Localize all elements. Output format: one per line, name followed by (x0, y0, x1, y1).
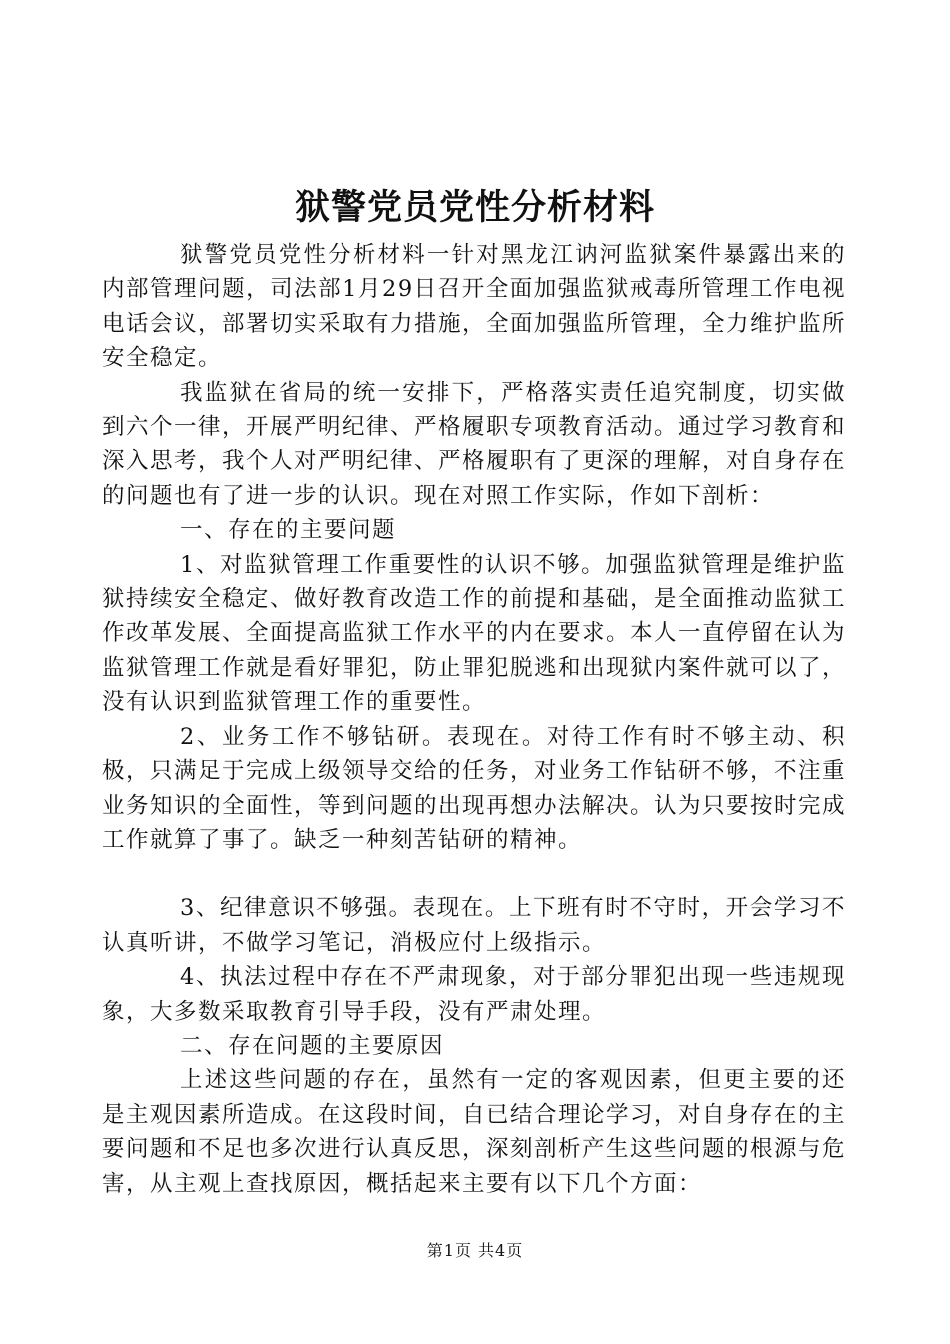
paragraph-problem-1: 1、对监狱管理工作重要性的认识不够。加强监狱管理是维护监狱持续安全稳定、做好教育改造工作的前提和基础，是全面推动监狱工作改革发展、全面提高监狱工作水平的内在要求。本人一直停留在认为监狱管理工作就是看好罪犯，防止罪犯脱逃和出现狱内案件就可以了，没有认识到监狱管理工作的重要性。 (102, 551, 847, 716)
document-title: 狱警党员党性分析材料 (294, 188, 655, 228)
paragraph-problem-2: 2、业务工作不够钻研。表现在。对待工作有时不够主动、积极，只满足于完成上级领导交给的任务，对业务工作钻研不够，不注重业务知识的全面性，等到问题的出现再想办法解决。认为只要按时完成工作就算了事了。缺乏一种刻苦钻研的精神。 (102, 723, 847, 853)
paragraph-causes: 上述这些问题的存在，虽然有一定的客观因素，但更主要的还是主观因素所造成。在这段时间，自已结合理论学习，对自身存在的主要问题和不足也多次进行认真反思，深刻剖析产生这些问题的根源与危害，从主观上查找原因，概括起来主要有以下几个方面： (102, 1067, 847, 1197)
paragraph-arrangement: 我监狱在省局的统一安排下，严格落实责任追究制度，切实做到六个一律，开展严明纪律、严格履职专项教育活动。通过学习教育和深入思考，我个人对严明纪律、严格履职有了更深的理解，对自身存在的问题也有了进一步的认识。现在对照工作实际，作如下剖析： (102, 379, 847, 509)
section-heading-causes: 二、存在问题的主要原因 (180, 1032, 445, 1059)
document-body (102, 238, 846, 1201)
paragraph-problem-4: 4、执法过程中存在不严肃现象，对于部分罪犯出现一些违规现象，大多数采取教育引导手段，没有严肃处理。 (102, 964, 846, 1025)
paragraph-problem-3: 3、纪律意识不够强。表现在。上下班有时不守时，开会学习不认真听讲，不做学习笔记，消极应付上级指示。 (102, 895, 846, 956)
section-heading-problems: 一、存在的主要问题 (180, 517, 397, 544)
paragraph-intro: 狱警党员党性分析材料一针对黑龙江讷河监狱案件暴露出来的内部管理问题，司法部1月29日召开全面加强监狱戒毒所管理工作电视电话会议，部署切实采取有力措施，全面加强监所管理，全力维护监所安全稳定。 (102, 242, 847, 372)
page-footer: 第1页 共4页 (426, 1241, 524, 1260)
